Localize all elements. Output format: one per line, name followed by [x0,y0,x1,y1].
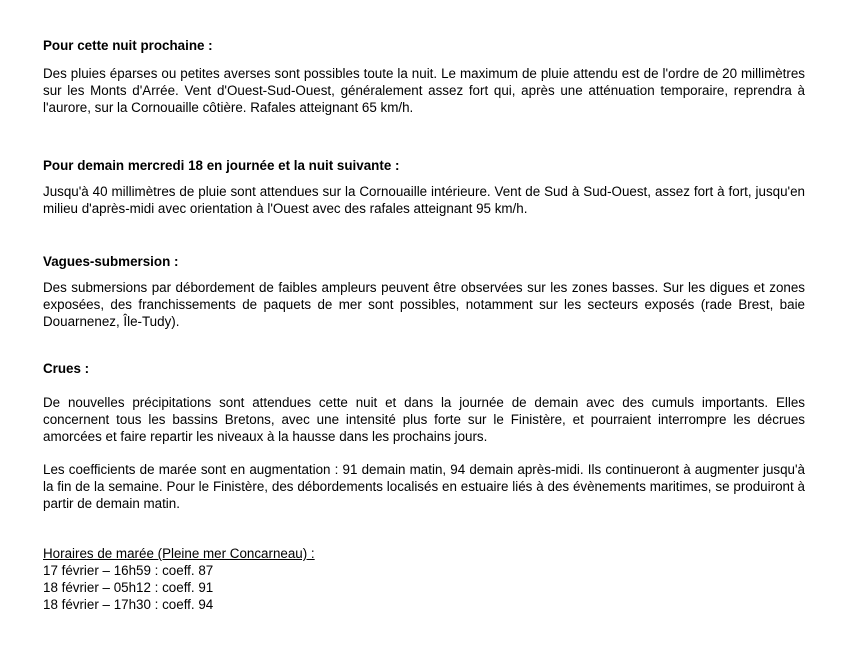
section-heading-waves: Vagues-submersion : [43,254,179,269]
tide-row: 18 février – 17h30 : coeff. 94 [43,597,214,612]
section-text-tide-coefficients: Les coefficients de marée sont en augmentation : 91 demain matin, 94 demain après-midi. Ils continueront à augmenter jusqu'à la fin de la semaine. Pour le Finistère, des débordements localisés en estuaire liés à des évènements maritimes, se produiront à partir de demain matin. [43,462,805,511]
section-text-floods: De nouvelles précipitations sont attendues cette nuit et dans la journée de demain avec des cumuls importants. Elles concernent tous les bassins Bretons, avec une intensité plus forte sur le Finistère, et pourraient interrompre les décrues amorcées et faire repartir les niveaux à la hausse dans les prochains jours. [43,395,805,444]
tide-schedule-title: Horaires de marée (Pleine mer Concarneau) : [43,546,315,561]
section-text-tomorrow: Jusqu'à 40 millimètres de pluie sont attendues sur la Cornouaille intérieure. Vent de Sud à Sud-Ouest, assez fort à fort, jusqu'en milieu d'après-midi avec orientation à l'Ouest avec des rafales atteignant 95 km/h. [43,184,805,216]
tide-row: 18 février – 05h12 : coeff. 91 [43,580,214,595]
section-heading-floods: Crues : [43,361,90,376]
section-text-waves: Des submersions par débordement de faibles ampleurs peuvent être observées sur les zones basses. Sur les digues et zones exposées, des franchissements de paquets de mer sont possibles, notamment sur les secteurs exposés (rade Brest, baie Douarnenez, Île-Tudy). [43,280,805,329]
section-text-night: Des pluies éparses ou petites averses sont possibles toute la nuit. Le maximum de pluie attendu est de l'ordre de 20 millimètres sur les Monts d'Arrée. Vent d'Ouest-Sud-Ouest, généralement assez fort qui, après une atténuation temporaire, reprendra à l'aurore, sur la Cornouaille côtière. Rafales atteignant 65 km/h. [43,66,805,115]
tide-schedule [43,545,315,613]
section-heading-tomorrow: Pour demain mercredi 18 en journée et la nuit suivante : [43,158,400,173]
section-heading-night: Pour cette nuit prochaine : [43,38,213,53]
tide-row: 17 février – 16h59 : coeff. 87 [43,563,214,578]
